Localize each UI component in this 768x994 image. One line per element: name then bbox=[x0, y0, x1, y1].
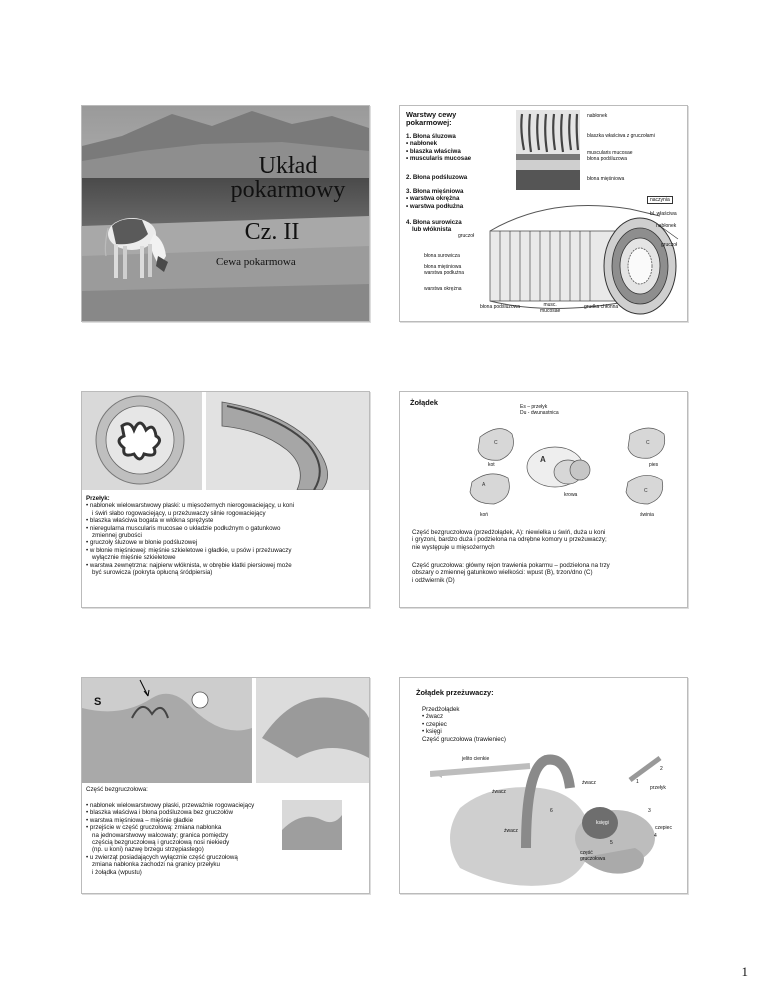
slide-layers bbox=[399, 105, 688, 322]
label-musc-2: mucosae bbox=[540, 308, 561, 314]
label-czepiec: czepiec bbox=[655, 825, 672, 831]
non-gland-bullet-1: • nabłonek wielowarstwowy płaski, przeważnie rogowaciejący bbox=[86, 802, 255, 809]
label-muscularis: muscularis mucosae bbox=[587, 150, 633, 156]
label-surowicza: błona surowicza bbox=[424, 253, 460, 259]
non-gland-bullet-6: częścią bezgruczołową i gruczołową nosi niekiedy bbox=[92, 839, 230, 847]
layer-item-1-sub-2: • blaszka właściwa bbox=[406, 147, 461, 155]
ruminant-stomach-diagram bbox=[430, 748, 680, 888]
label-przelyk: przełyk bbox=[650, 785, 666, 791]
label-miesniowa-1: błona mięśniowa bbox=[424, 264, 462, 270]
slide-heading: Przełyk: bbox=[86, 495, 110, 502]
label-blaszka-gruczoly: blaszka właściwa z gruczołami bbox=[587, 133, 655, 139]
slide-heading: Część bezgruczołowa: bbox=[86, 786, 148, 793]
non-gland-bullet-10: i żołądka (wpustu) bbox=[92, 868, 142, 876]
label-zwacz-3: żwacz bbox=[504, 828, 518, 834]
layer-item-1: 1. Błona śluzowa bbox=[406, 133, 456, 140]
non-gland-bullet-9: zmiana nabłonka zachodzi na granicy przełyku bbox=[92, 861, 220, 869]
forestomach-item-3: • księgi bbox=[422, 728, 442, 736]
animal-kot: kot bbox=[488, 462, 495, 468]
label-musc-1: musc. bbox=[543, 302, 557, 308]
layer-item-1-sub-3: • muscularis mucosae bbox=[406, 155, 472, 163]
non-glandular-micrographs bbox=[82, 678, 369, 783]
esophagus-bullet-8: wyłącznie mięśnie szkieletowe bbox=[92, 554, 176, 562]
layer-item-1-sub-1: • nabłonek bbox=[406, 140, 438, 148]
forestomach-heading: Przedżołądek bbox=[422, 706, 460, 713]
esophagus-bullet-2: i świń słabo rogowaciejący, u przeżuwaczy silnie rogowaciejący bbox=[92, 509, 266, 517]
label-podsluzowa-b: błona podśluzowa bbox=[480, 304, 521, 310]
stomach-para2-l1: Część gruczołowa: główny rejon trawienia pokarmu – podzielona na trzy bbox=[412, 562, 610, 569]
stomach-para2-l2: obszary o zmiennej gatunkowo wielkości: wpust (B), trzon/dno (C) bbox=[412, 569, 593, 577]
slide-stomach bbox=[399, 391, 688, 608]
esophagus-bullet-3: • blaszka właściwa bogata w włókna sprężyste bbox=[86, 517, 214, 525]
non-gland-bullet-5: na jednowarstwowy walcowaty; granica pomiędzy bbox=[92, 831, 229, 839]
label-miesniowa-r: błona mięśniowa bbox=[587, 176, 625, 182]
num-3: 3 bbox=[648, 808, 651, 814]
non-gland-bullet-7: (np. u koni) nazwę brzegu strzępiastego) bbox=[92, 846, 204, 854]
stomach-para2-l3: i odźwiernik (D) bbox=[412, 576, 455, 584]
subtitle: Cz. II bbox=[244, 219, 300, 245]
slide-heading: Żołądek bbox=[410, 398, 438, 407]
landscape-photo bbox=[82, 106, 369, 321]
forestomach-item-1: • żwacz bbox=[422, 713, 444, 721]
label-grudka: grudka chłonna bbox=[584, 304, 619, 310]
label-zwacz-1: żwacz bbox=[582, 780, 596, 786]
num-5: 5 bbox=[610, 840, 613, 846]
num-4: 4 bbox=[654, 833, 657, 839]
esophagus-bullet-7: • w błonie mięśniowej: mięśnie szkieletowe i gładkie, u psów i przeżuwaczy bbox=[86, 546, 292, 554]
non-gland-bullet-4: • przejście w część gruczołową: zmiana nabłonka bbox=[86, 824, 222, 832]
layer-item-4: 4. Błona surowicza bbox=[406, 219, 462, 226]
label-nablonek-r: nabłonek bbox=[656, 223, 677, 229]
layer-item-3-sub-1: • warstwa okrężna bbox=[406, 195, 460, 203]
slide-heading: Warstwy cewy pokarmowej: bbox=[406, 110, 457, 128]
non-gland-bullet-8: • u zwierząt posiadających wyłącznie część gruczołową bbox=[86, 853, 238, 861]
legend-es: Es – przełyk bbox=[520, 404, 548, 410]
label-gruczol-l: gruczoł bbox=[458, 233, 475, 239]
num-1: 1 bbox=[636, 779, 639, 785]
label-ksiegi: księgi bbox=[596, 820, 609, 826]
title-line-2: pokarmowy bbox=[230, 177, 346, 203]
esophagus-bullet-4: • nieregularna muscularis mucosae o układzie podłużnym o gatunkowo bbox=[86, 524, 281, 532]
label-czesc-1: część bbox=[580, 850, 593, 856]
transition-micrograph bbox=[282, 800, 342, 850]
caption: Cewa pokarmowa bbox=[216, 256, 296, 268]
letter-krowa-a: A bbox=[540, 455, 546, 464]
esophagus-bullet-10: być surowicza (pokryta opłucną śródpiersia) bbox=[92, 569, 213, 577]
layer-item-3-sub-2: • warstwa podłużna bbox=[406, 202, 464, 210]
label-miesniowa-2: warstwa podłużna bbox=[424, 270, 465, 276]
non-gland-bullet-3: • warstwa mięśniowa – mięśnie gładkie bbox=[86, 816, 194, 824]
num-6: 6 bbox=[550, 808, 553, 814]
slide-esophagus bbox=[81, 391, 370, 608]
slide-title bbox=[81, 105, 370, 322]
label-jelito: jelito cienkie bbox=[462, 756, 490, 762]
esophagus-bullet-5: zmiennej grubości bbox=[92, 532, 142, 540]
animal-swinia: świnia bbox=[640, 512, 654, 518]
esophagus-bullet-9: • warstwa zewnętrzna: najpierw włóknista, w obrębie klatki piersiowej może bbox=[86, 561, 292, 569]
stomach-para1-l2: i gryzoni, bardzo duża i podzielona na odrębne komory u przeżuwaczy; bbox=[412, 536, 607, 544]
label-nablonek-top: nabłonek bbox=[587, 113, 608, 119]
letter-pies-c: C bbox=[646, 440, 650, 446]
letter-kon-a: A bbox=[482, 482, 486, 488]
non-gland-bullet-2: • blaszka właściwa i błona podśluzowa bez gruczołów bbox=[86, 809, 233, 817]
stomach-para1-l1: Część bezgruczołowa (przedżołądek, A): niewielka u świń, duża u koni bbox=[412, 529, 606, 536]
gland-part: Część gruczołowa (trawieniec) bbox=[422, 735, 506, 743]
layer-item-3: 3. Błona mięśniowa bbox=[406, 188, 464, 195]
layer-item-4-sub: lub włóknista bbox=[412, 226, 452, 234]
esophagus-bullet-1: • nabłonek wielowarstwowy płaski: u mięsożernych nierogowaciejący, u koni bbox=[86, 502, 295, 510]
label-czesc-2: gruczołowa bbox=[580, 856, 606, 862]
label-zwacz-2: żwacz bbox=[492, 789, 506, 795]
animal-kon: koń bbox=[480, 512, 489, 518]
label-s: S bbox=[94, 696, 102, 708]
page-number: 1 bbox=[741, 964, 748, 979]
letter-swinia-c: C bbox=[644, 488, 648, 494]
slide-heading: Żołądek przeżuwaczy: bbox=[416, 688, 494, 697]
letter-kot-c: C bbox=[494, 440, 498, 446]
slide-non-glandular bbox=[81, 677, 370, 894]
label-bl-wlasciwa: bl. właściwa bbox=[650, 211, 677, 217]
label-naczynia: naczynia bbox=[647, 196, 673, 204]
animal-krowa: krowa bbox=[564, 492, 578, 498]
forestomach-item-2: • czepiec bbox=[422, 720, 447, 728]
esophagus-bullet-6: • gruczoły śluzowe w błonie podśluzowej bbox=[86, 539, 198, 547]
legend-du: Du - dwunastnica bbox=[520, 410, 559, 416]
animal-pies: pies bbox=[649, 462, 659, 468]
slide-ruminant-stomach bbox=[399, 677, 688, 894]
num-2: 2 bbox=[660, 766, 663, 772]
layer-item-2: 2. Błona podśluzowa bbox=[406, 174, 468, 181]
mucosa-micrograph bbox=[516, 110, 580, 190]
label-okrezna: warstwa okrężna bbox=[424, 286, 462, 292]
label-podsluzowa-r: błona podśluzowa bbox=[587, 156, 628, 162]
label-gruczol-r: gruczoł bbox=[661, 242, 678, 248]
title-line-1: Układ bbox=[258, 153, 318, 179]
esophagus-micrographs bbox=[82, 392, 369, 490]
stomach-para1-l3: nie występuje u mięsożernych bbox=[412, 543, 495, 551]
